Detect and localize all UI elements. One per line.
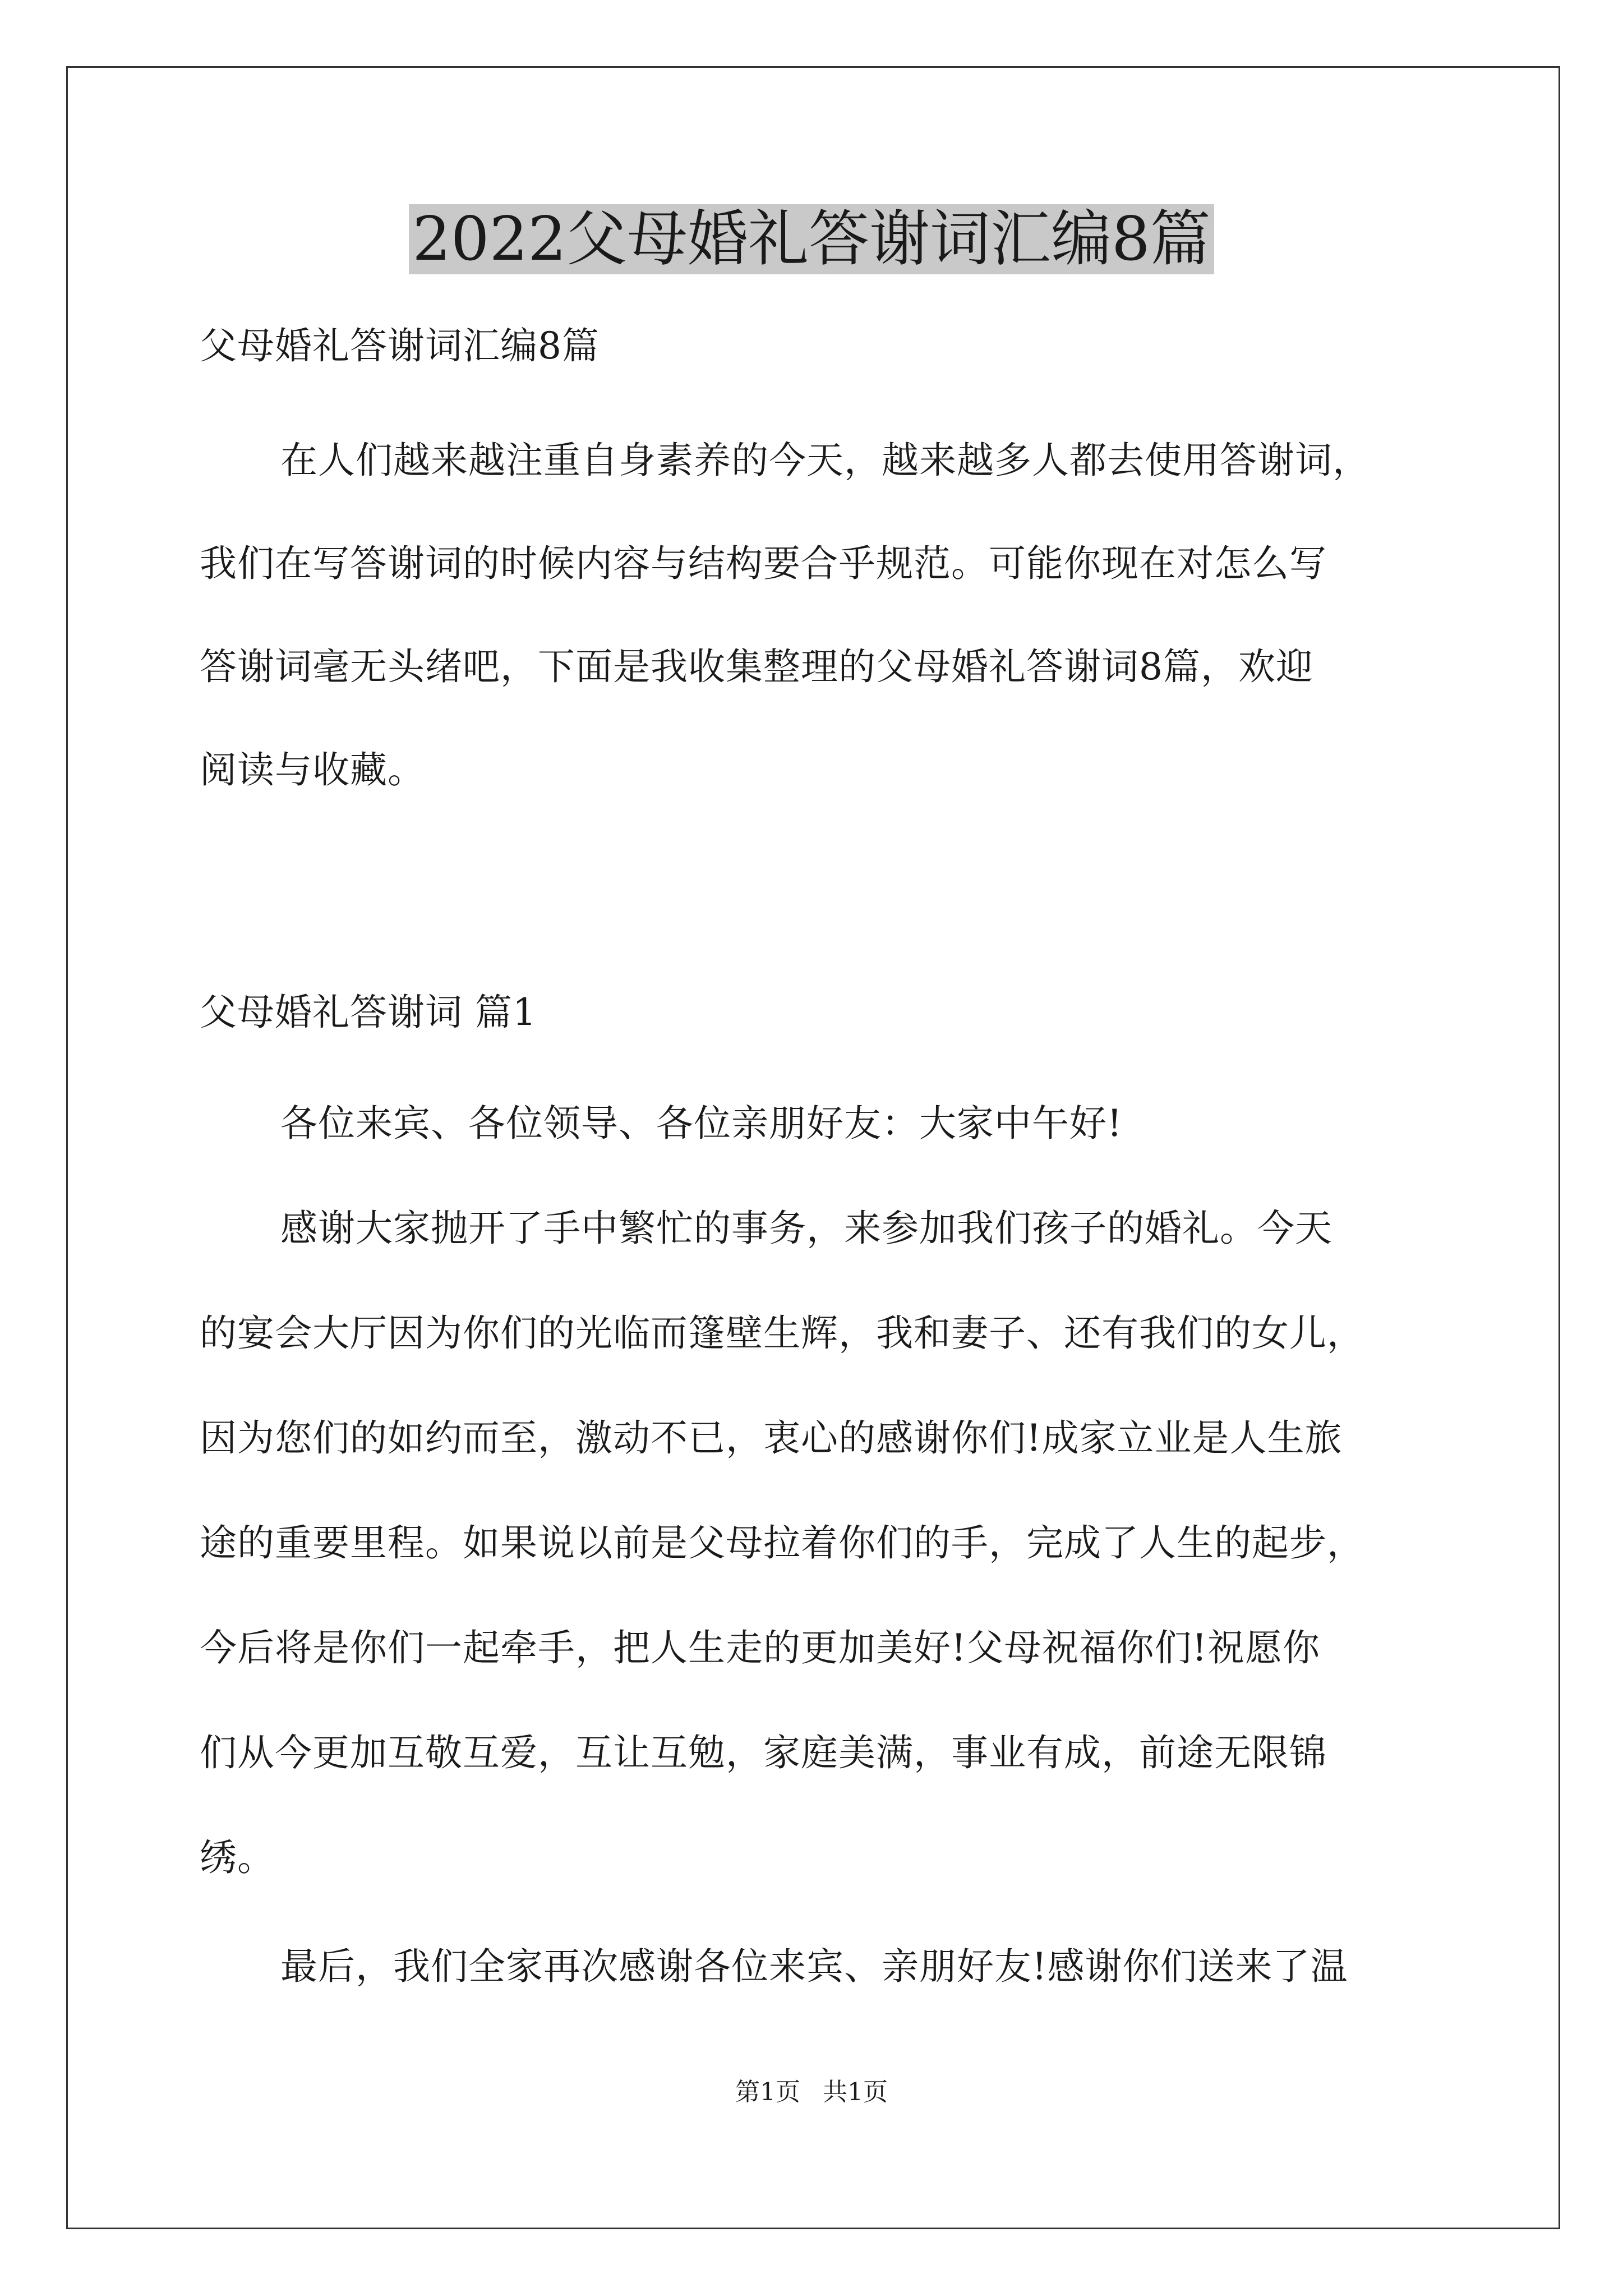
section-1-p1-line-1: 感谢大家抛开了手中繁忙的事务，来参加我们孩子的婚礼。今天	[280, 1207, 1332, 1250]
section-1-p1-line-4: 途的重要里程。如果说以前是父母拉着你们的手，完成了人生的起步，	[200, 1521, 1364, 1565]
intro-line-4: 阅读与收藏。	[200, 748, 425, 792]
page-total: 共1页	[823, 2078, 888, 2106]
page-number: 第1页	[735, 2078, 800, 2106]
section-1-p1-line-2: 的宴会大厅因为你们的光临而篷壁生辉，我和妻子、还有我们的女儿，	[200, 1312, 1364, 1355]
intro-line-1: 在人们越来越注重自身素养的今天，越来越多人都去使用答谢词，	[280, 439, 1370, 482]
document-title-text: 2022父母婚礼答谢词汇编8篇	[409, 204, 1214, 274]
section-1-p1-line-6: 们从今更加互敬互爱，互让互勉，家庭美满，事业有成，前途无限锦	[200, 1731, 1327, 1774]
section-1-heading: 父母婚礼答谢词 篇1	[200, 991, 537, 1034]
section-1-p1-line-5: 今后将是你们一起牵手，把人生走的更加美好!父母祝福你们!祝愿你	[200, 1626, 1321, 1669]
page-footer	[0, 2076, 1623, 2109]
section-1-p1-line-7: 绣。	[200, 1836, 275, 1879]
intro-line-3: 答谢词毫无头绪吧，下面是我收集整理的父母婚礼答谢词8篇，欢迎	[200, 645, 1313, 688]
section-1-greeting: 各位来宾、各位领导、各位亲朋好友：大家中午好!	[280, 1102, 1123, 1145]
document-title	[0, 197, 1623, 282]
section-1-p2-line-1: 最后，我们全家再次感谢各位来宾、亲朋好友!感谢你们送来了温	[280, 1945, 1348, 1988]
section-1-p1-line-3: 因为您们的如约而至，激动不已，衷心的感谢你们!成家立业是人生旅	[200, 1416, 1343, 1460]
intro-line-2: 我们在写答谢词的时候内容与结构要合乎规范。可能你现在对怎么写	[200, 542, 1327, 585]
intro-heading: 父母婚礼答谢词汇编8篇	[200, 324, 600, 367]
